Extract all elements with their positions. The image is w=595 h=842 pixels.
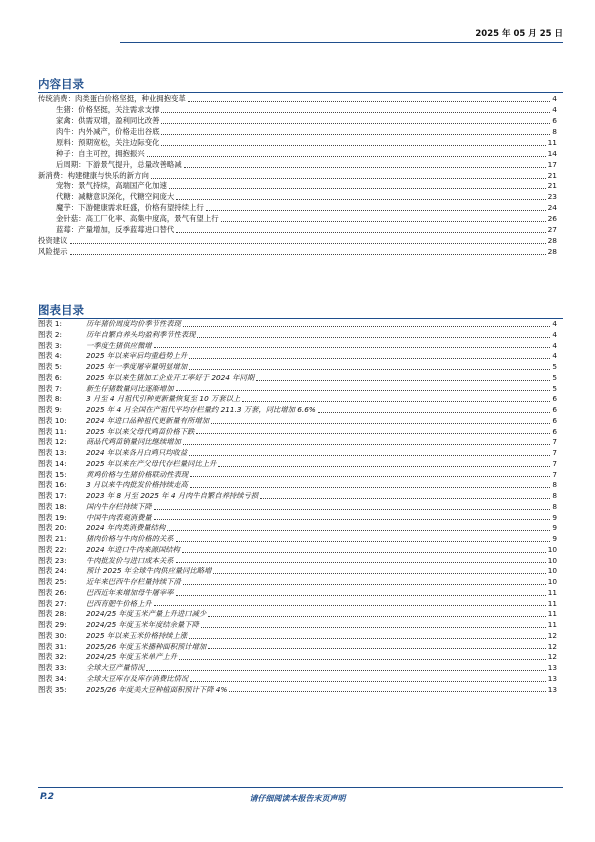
figure-entry-title: 2025 年以来父母代鸡苗价格下跌: [86, 426, 195, 436]
figure-entry[interactable]: [38, 599, 557, 610]
toc-entry[interactable]: [38, 94, 557, 105]
dot-leader: [260, 498, 550, 499]
dot-leader: [213, 573, 545, 574]
figure-entry[interactable]: [38, 341, 557, 352]
figure-entry-label: 图表 1:: [38, 319, 63, 328]
figure-entry-title: 一季度生猪供应微增: [86, 340, 152, 350]
toc-entry-page: 8: [552, 126, 557, 136]
figure-entry[interactable]: [38, 330, 557, 341]
figure-entry[interactable]: [38, 556, 557, 567]
figure-entry-title: 2025/26 年度美大豆种植面积预计下降 4%: [86, 684, 228, 694]
figure-entry-label: 图表 14:: [38, 458, 67, 468]
toc-entry[interactable]: [38, 247, 557, 258]
figure-entry-title: 巴西近年来增加母牛屠宰率: [86, 587, 174, 597]
toc-entry-title: 种子：自主可控，拥抱振兴: [56, 148, 145, 158]
figure-entry[interactable]: [38, 663, 557, 674]
toc-entry[interactable]: [38, 160, 557, 171]
toc-entry-page: 17: [547, 159, 557, 169]
figure-entry-page: 5: [552, 383, 557, 393]
dot-leader: [218, 466, 550, 467]
dot-leader: [190, 487, 551, 488]
figure-entry-label: 图表 7:: [38, 383, 63, 393]
figures-title: 图表目录: [38, 303, 84, 317]
dot-leader: [176, 541, 551, 542]
dot-leader: [183, 584, 546, 585]
toc-entry-page: 21: [547, 181, 557, 191]
contents-title-rule: [38, 92, 563, 93]
figure-entry-page: 6: [552, 405, 557, 414]
figure-entry-label: 图表 27:: [38, 598, 67, 608]
figure-entry-page: 13: [547, 673, 557, 683]
dot-leader: [208, 648, 546, 649]
figure-list: [38, 319, 557, 695]
figure-entry-title: 3 月至 4 月祖代引种更新量恢复至 10 万套以上: [86, 394, 241, 404]
dot-leader: [190, 681, 546, 682]
figure-entry[interactable]: [38, 470, 557, 481]
figure-entry[interactable]: [38, 351, 557, 362]
figure-entry-page: 12: [547, 652, 557, 662]
figure-entry[interactable]: [38, 394, 557, 405]
figure-entry-label: 图表 13:: [38, 448, 67, 457]
dot-leader: [206, 210, 546, 211]
figure-entry-title: 2024 年肉类消费量结构: [86, 523, 166, 533]
figure-entry-title: 2024 年进口品种祖代更新量有所增加: [86, 415, 210, 425]
figure-entry-page: 6: [552, 426, 557, 436]
toc-entry[interactable]: [38, 192, 557, 203]
dot-leader: [176, 562, 546, 563]
toc-entry-title: 新消费：构建健康与快乐的新方向: [38, 170, 149, 180]
figure-entry-page: 4: [552, 319, 557, 328]
figure-entry-label: 图表 28:: [38, 609, 67, 619]
figure-entry-title: 巴西育肥牛价格上升: [86, 598, 152, 608]
figure-entry[interactable]: [38, 491, 557, 502]
figure-entry-label: 图表 25:: [38, 577, 67, 586]
figure-entry-page: 5: [552, 372, 557, 382]
header-rule: [120, 42, 563, 43]
figure-entry[interactable]: [38, 652, 557, 663]
toc-entry-page: 24: [547, 203, 557, 213]
toc-entry-title: 魔芋：下游健康需求旺盛，价格有望持续上行: [56, 203, 204, 213]
figure-entry[interactable]: [38, 437, 557, 448]
figure-entry[interactable]: [38, 384, 557, 395]
toc-entry-page: 14: [547, 148, 557, 158]
figure-entry-title: 2025 年一季度屠宰量明显增加: [86, 362, 188, 371]
figure-entry-page: 10: [547, 577, 557, 586]
figure-entry-page: 5: [552, 362, 557, 371]
figure-entry-label: 图表 35:: [38, 684, 67, 694]
dot-leader: [167, 530, 550, 531]
figure-entry-title: 历年自繁自养头均盈利季节性表现: [86, 329, 196, 339]
dot-leader: [318, 412, 551, 413]
toc-entry-page: 21: [547, 170, 557, 180]
dot-leader: [211, 423, 550, 424]
report-date: 2025 年 05 月 25 日: [475, 29, 563, 39]
figure-entry[interactable]: [38, 362, 557, 373]
figure-entry-page: 7: [552, 469, 557, 479]
dot-leader: [151, 178, 546, 179]
figure-entry-label: 图表 11:: [38, 426, 67, 436]
figure-entry-title: 2025 年以来玉米价格持续上涨: [86, 630, 188, 640]
figure-entry-label: 图表 23:: [38, 555, 67, 565]
figure-entry[interactable]: [38, 523, 557, 534]
dot-leader: [70, 243, 546, 244]
dot-leader: [189, 369, 550, 370]
figure-entry-label: 图表 33:: [38, 663, 67, 672]
dot-leader: [161, 112, 550, 113]
toc-entry-title: 原料：预期宽松，关注边际变化: [56, 137, 160, 147]
figure-entry-title: 预计 2025 年全球牛肉供应量同比略增: [86, 566, 212, 576]
footer-rule: [38, 787, 563, 788]
dot-leader: [154, 347, 551, 348]
toc-entry[interactable]: [38, 214, 557, 225]
figure-entry-label: 图表 6:: [38, 372, 63, 382]
toc-entry[interactable]: [38, 182, 557, 193]
figure-entry-label: 图表 20:: [38, 523, 67, 533]
figure-entry-page: 10: [547, 544, 557, 554]
figure-entry-title: 中国牛肉表观消费量: [86, 512, 152, 522]
dot-leader: [190, 476, 550, 477]
dot-leader: [182, 552, 546, 553]
toc-entry-page: 23: [547, 192, 557, 202]
figure-entry-label: 图表 19:: [38, 512, 67, 522]
toc-entry-title: 传统消费：肉类蛋白价格坚挺，种业拥抱变革: [38, 93, 186, 103]
figure-entry-page: 6: [552, 394, 557, 404]
table-of-contents: [38, 94, 557, 258]
dot-leader: [189, 455, 550, 456]
figure-entry-page: 7: [552, 448, 557, 457]
figure-entry[interactable]: [38, 405, 557, 416]
dot-leader: [176, 232, 545, 233]
figure-entry-title: 历年猪价周度均价季节性表现: [86, 319, 181, 328]
figure-entry-page: 4: [552, 329, 557, 339]
toc-entry-page: 11: [547, 137, 557, 147]
dot-leader: [196, 433, 550, 434]
figure-entry[interactable]: [38, 534, 557, 545]
figure-entry-page: 11: [547, 620, 557, 629]
figure-entry-label: 图表 34:: [38, 673, 67, 683]
toc-entry-page: 28: [547, 247, 557, 257]
dot-leader: [154, 509, 551, 510]
figure-entry-label: 图表 8:: [38, 394, 63, 404]
figure-entry-label: 图表 16:: [38, 480, 67, 490]
toc-entry[interactable]: [38, 149, 557, 160]
toc-entry-title: 生猪：价格坚挺，关注需求支撑: [56, 104, 160, 114]
figure-entry-title: 牛肉批发价与进口成本关系: [86, 555, 174, 565]
figure-entry-label: 图表 32:: [38, 652, 67, 662]
dot-leader: [169, 188, 546, 189]
figure-entry-label: 图表 21:: [38, 534, 67, 543]
toc-entry[interactable]: [38, 236, 557, 247]
toc-entry[interactable]: [38, 203, 557, 214]
figure-entry-page: 8: [552, 501, 557, 511]
figure-entry-title: 2024/25 年度玉米单产上升: [86, 652, 178, 662]
dot-leader: [176, 199, 545, 200]
figure-entry-label: 图表 30:: [38, 630, 67, 640]
figure-entry-page: 11: [547, 609, 557, 619]
dot-leader: [201, 627, 546, 628]
figure-entry-page: 9: [552, 512, 557, 522]
dot-leader: [256, 380, 550, 381]
figure-entry-page: 13: [547, 684, 557, 694]
figure-entry-page: 8: [552, 491, 557, 500]
figure-entry-page: 10: [547, 555, 557, 565]
figure-entry[interactable]: [38, 480, 557, 491]
figure-entry-title: 2025 年 4 月全国在产祖代平均存栏量约 211.3 万套，同比增加 6.6%: [86, 405, 316, 414]
figure-entry-label: 图表 12:: [38, 437, 67, 447]
figure-entry-page: 11: [547, 598, 557, 608]
figure-entry-label: 图表 10:: [38, 415, 67, 425]
toc-entry[interactable]: [38, 225, 557, 236]
figure-entry-label: 图表 9:: [38, 405, 63, 414]
figure-entry[interactable]: [38, 459, 557, 470]
dot-leader: [183, 326, 550, 327]
figure-entry-title: 3 月以来牛肉批发价格持续走高: [86, 480, 188, 490]
figure-entry[interactable]: [38, 502, 557, 513]
dot-leader: [184, 167, 546, 168]
figure-entry-page: 6: [552, 415, 557, 425]
figure-entry-title: 黄鸡价格与生猪价格联动性表现: [86, 469, 189, 479]
figure-entry[interactable]: [38, 674, 557, 685]
toc-entry-page: 6: [552, 115, 557, 125]
footer-disclaimer: 请仔细阅读本报告末页声明: [249, 794, 346, 803]
figure-entry-page: 8: [552, 480, 557, 490]
figure-entry-page: 12: [547, 641, 557, 651]
dot-leader: [161, 123, 550, 124]
contents-title: 内容目录: [38, 77, 84, 91]
toc-entry-page: 26: [547, 214, 557, 224]
dot-leader: [154, 519, 551, 520]
figure-entry[interactable]: [38, 577, 557, 588]
dot-leader: [189, 358, 550, 359]
dot-leader: [183, 444, 550, 445]
toc-entry-title: 金针菇：高工厂化率、高集中度高，景气有望上行: [56, 214, 219, 224]
figure-entry-label: 图表 29:: [38, 620, 67, 629]
dot-leader: [242, 401, 550, 402]
figure-entry-label: 图表 22:: [38, 544, 67, 554]
toc-entry[interactable]: [38, 127, 557, 138]
figure-entry-label: 图表 26:: [38, 587, 67, 597]
figure-entry[interactable]: [38, 319, 557, 330]
dot-leader: [179, 659, 546, 660]
figure-entry-title: 2024/25 年度玉米产量上升进口减少: [86, 609, 207, 619]
toc-entry[interactable]: [38, 171, 557, 182]
figure-entry-page: 4: [552, 351, 557, 361]
figure-entry-page: 7: [552, 458, 557, 468]
figure-entry-page: 11: [547, 587, 557, 597]
figure-entry-title: 新生仔猪数量同比逐渐增加: [86, 383, 174, 393]
figure-entry-title: 2024 年以来各月白鸡只均收益: [86, 448, 188, 457]
figure-entry-title: 2024 年进口牛肉来源国结构: [86, 544, 180, 554]
figure-entry[interactable]: [38, 545, 557, 556]
toc-entry-title: 肉牛：内外减产，价格走出谷底: [56, 126, 160, 136]
dot-leader: [70, 254, 546, 255]
dot-leader: [189, 638, 546, 639]
toc-entry[interactable]: [38, 138, 557, 149]
dot-leader: [176, 595, 546, 596]
dot-leader: [197, 337, 550, 338]
figure-entry[interactable]: [38, 685, 557, 696]
figure-entry[interactable]: [38, 427, 557, 438]
figure-entry-page: 10: [547, 566, 557, 576]
figure-entry-title: 近年来巴西牛存栏量持续下滑: [86, 577, 181, 586]
toc-entry[interactable]: [38, 116, 557, 127]
dot-leader: [208, 616, 546, 617]
toc-entry[interactable]: [38, 105, 557, 116]
figure-entry-title: 2023 年 8 月至 2025 年 4 月肉牛自繁自养持续亏损: [86, 491, 259, 500]
figure-entry-page: 4: [552, 340, 557, 350]
toc-entry-title: 蓝莓：产量增加，反季蓝莓进口替代: [56, 225, 175, 235]
figure-entry-label: 图表 15:: [38, 469, 67, 479]
figure-entry[interactable]: [38, 566, 557, 577]
dot-leader: [176, 390, 551, 391]
figure-entry-page: 13: [547, 663, 557, 672]
figure-entry-page: 7: [552, 437, 557, 447]
figure-entry-label: 图表 3:: [38, 340, 63, 350]
figure-entry-title: 2025 年以来宰后均重趋势上升: [86, 351, 188, 361]
figure-entry-title: 2024/25 年度玉米年度结余量下降: [86, 620, 199, 629]
figure-entry[interactable]: [38, 448, 557, 459]
figure-entry-title: 2025/26 年度玉米播种面积预计增加: [86, 641, 207, 651]
figure-entry[interactable]: [38, 620, 557, 631]
figure-entry-page: 9: [552, 534, 557, 543]
figure-entry-title: 2025 年以来在产父母代存栏量同比上升: [86, 458, 217, 468]
figure-entry-label: 图表 31:: [38, 641, 67, 651]
figure-entry[interactable]: [38, 631, 557, 642]
toc-entry-page: 27: [547, 225, 557, 235]
toc-entry-page: 4: [552, 93, 557, 103]
dot-leader: [146, 670, 545, 671]
dot-leader: [221, 221, 546, 222]
figure-entry[interactable]: [38, 588, 557, 599]
dot-leader: [188, 101, 550, 102]
dot-leader: [154, 605, 546, 606]
toc-entry-title: 后周期：下游景气提升，总量改善略减: [56, 159, 182, 169]
toc-entry-title: 投资建议: [38, 236, 68, 246]
figure-entry[interactable]: [38, 642, 557, 653]
figure-entry-label: 图表 18:: [38, 501, 67, 511]
figure-entry-label: 图表 2:: [38, 329, 63, 339]
figure-entry-title: 国内牛存栏持续下降: [86, 501, 152, 511]
dot-leader: [161, 145, 545, 146]
toc-entry-title: 家禽：供需双增，盈利同比改善: [56, 115, 160, 125]
figure-entry-label: 图表 4:: [38, 351, 63, 361]
figure-entry-title: 2025 年以来生猪加工企业开工率好于 2024 年同期: [86, 372, 255, 382]
figure-entry-title: 全球大豆库存及库存消费比情况: [86, 673, 189, 683]
toc-entry-page: 4: [552, 104, 557, 114]
figure-entry-page: 12: [547, 630, 557, 640]
figure-entry-label: 图表 17:: [38, 491, 67, 500]
dot-leader: [229, 691, 545, 692]
figure-entry[interactable]: [38, 513, 557, 524]
dot-leader: [161, 134, 550, 135]
page-number: P.2: [40, 792, 54, 802]
toc-entry-title: 代糖：减糖意识深化，代糖空间庞大: [56, 192, 175, 202]
figure-entry-title: 全球大豆产量情况: [86, 663, 145, 672]
dot-leader: [147, 156, 546, 157]
toc-entry-title: 风险提示: [38, 247, 68, 257]
figure-entry[interactable]: [38, 416, 557, 427]
figure-entry-title: 猪肉价格与牛肉价格的关系: [86, 534, 174, 543]
figure-entry-label: 图表 24:: [38, 566, 67, 576]
toc-entry-title: 宠物：景气持续，高端国产化加速: [56, 181, 167, 191]
figure-entry-title: 商品代鸡苗销量同比继续增加: [86, 437, 181, 447]
figure-entry-page: 9: [552, 523, 557, 533]
figure-entry[interactable]: [38, 609, 557, 620]
figure-entry-label: 图表 5:: [38, 362, 63, 371]
figure-entry[interactable]: [38, 373, 557, 384]
toc-entry-page: 28: [547, 236, 557, 246]
